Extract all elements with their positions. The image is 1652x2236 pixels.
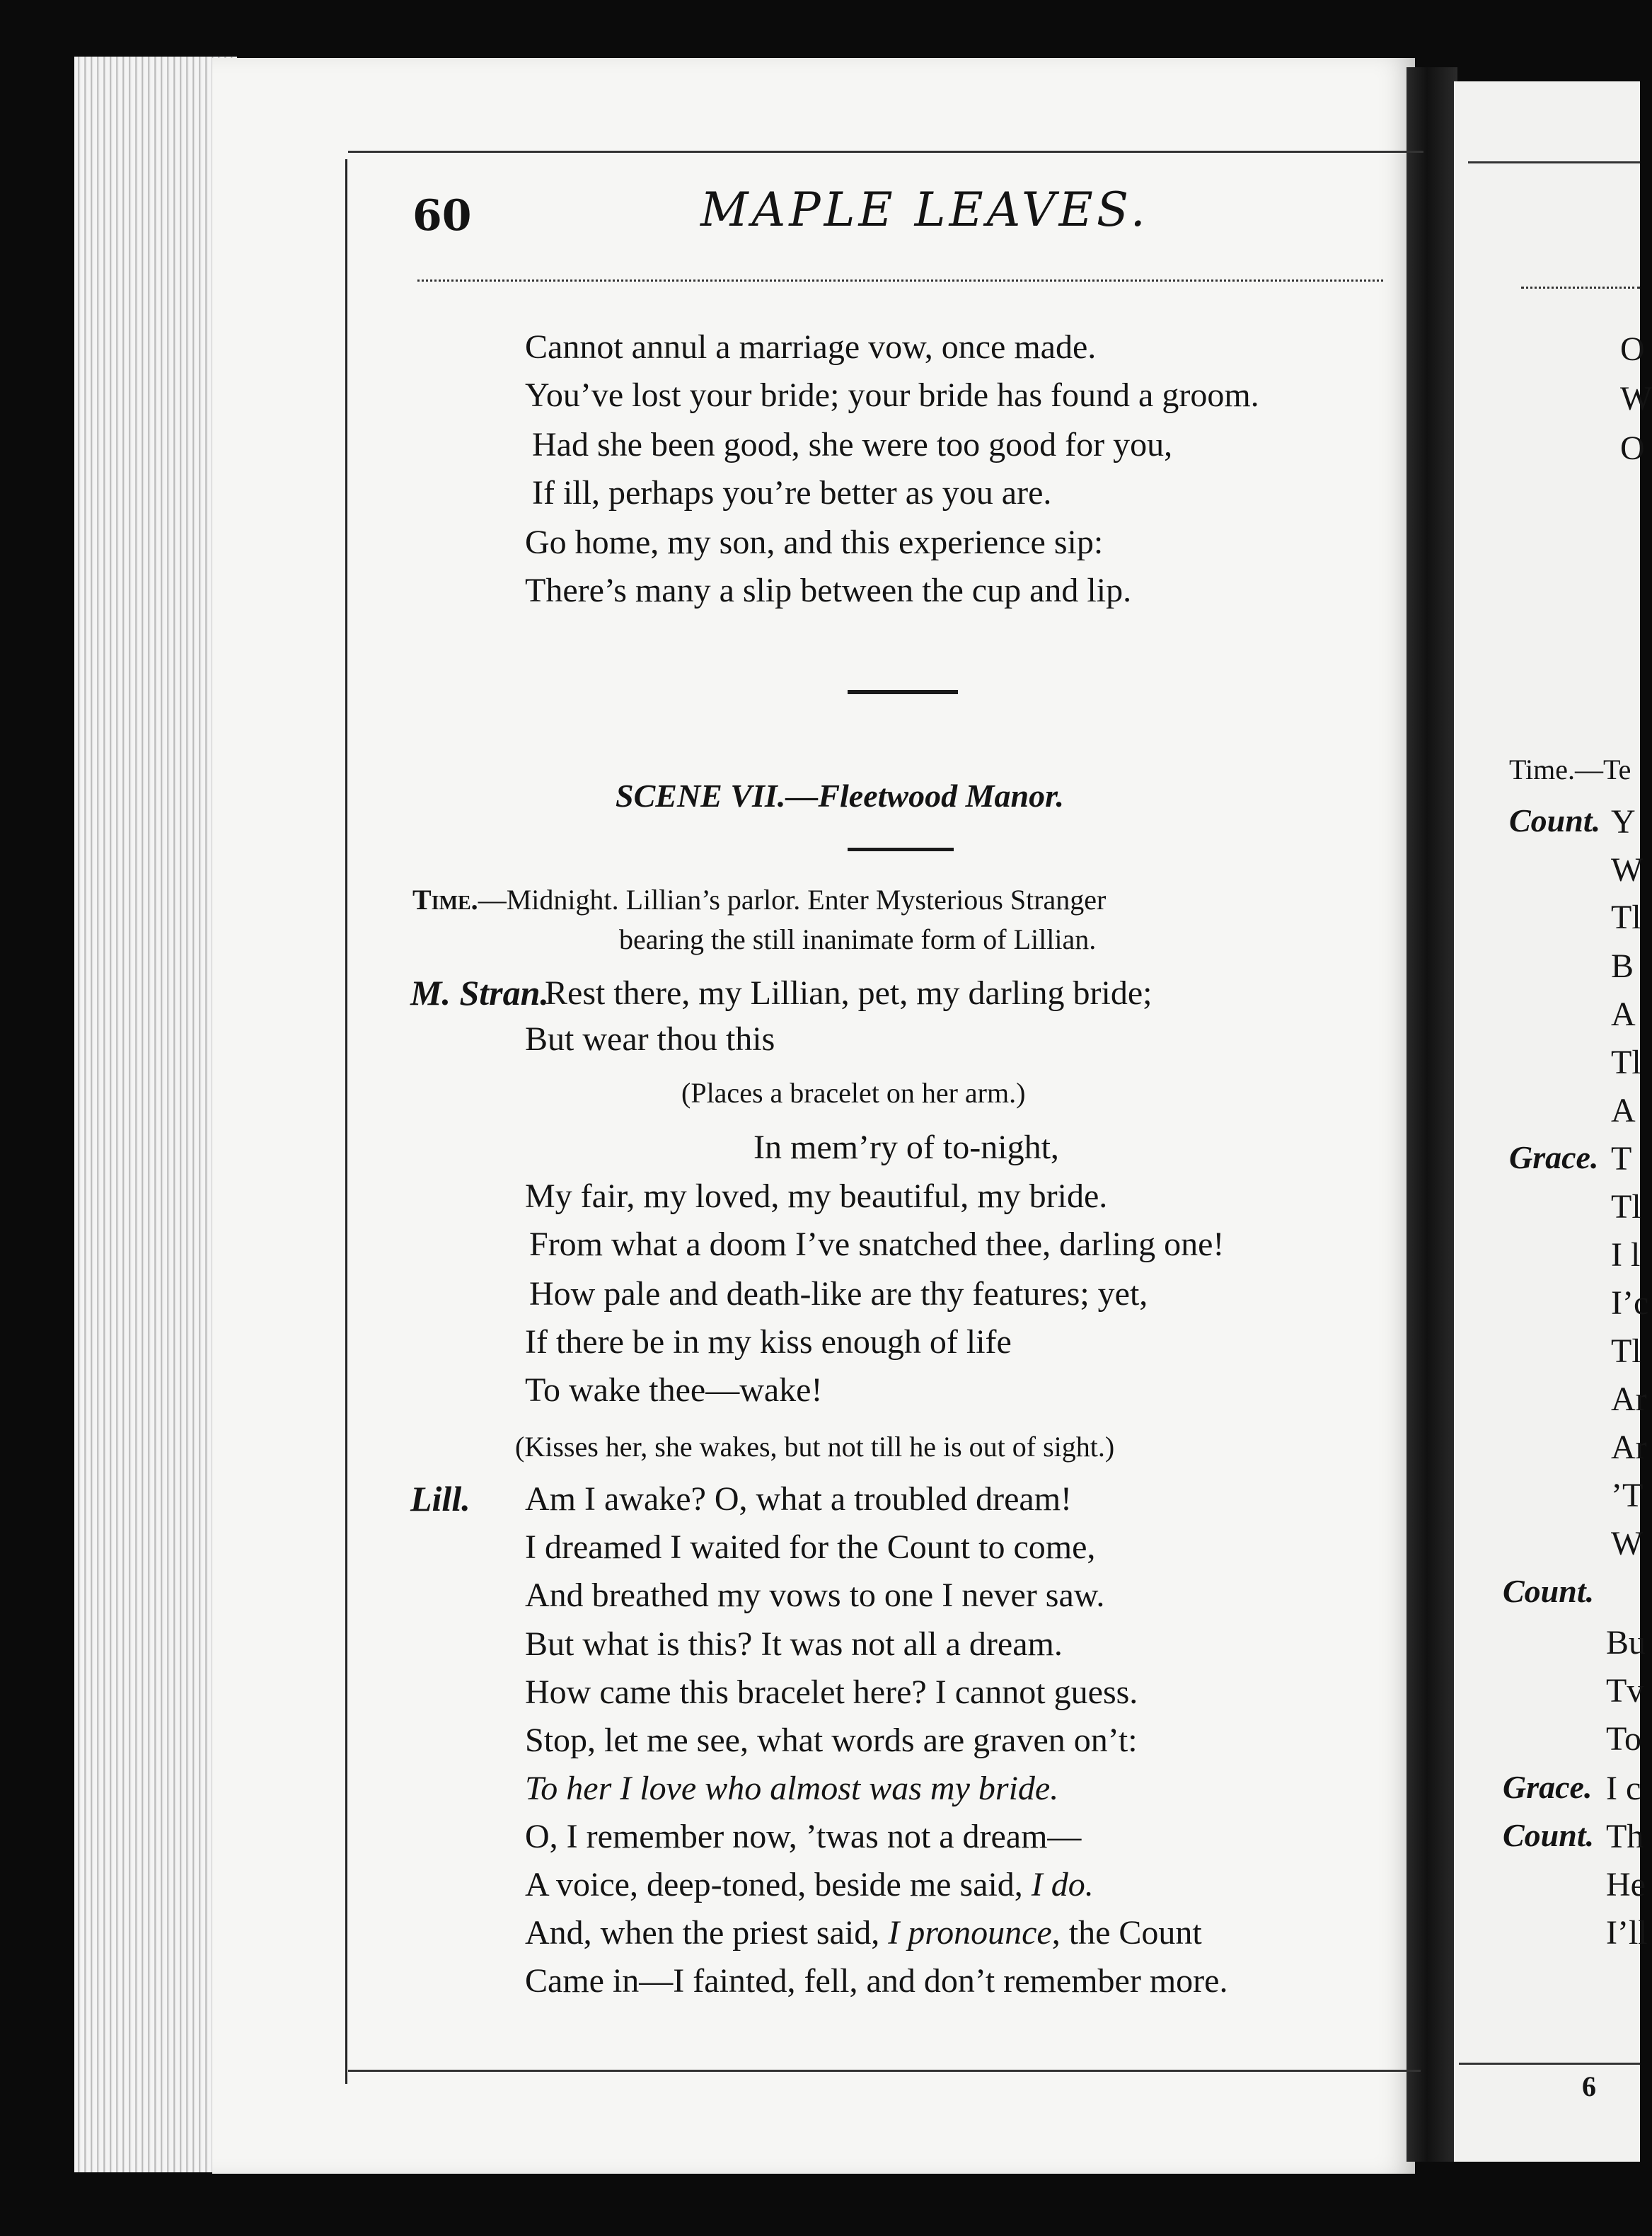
right-line-start: B: [1611, 947, 1634, 985]
speaker-stranger: M. Stran.: [410, 973, 549, 1013]
dialogue-line: O, I remember now, ’twas not a dream—: [525, 1818, 1082, 1855]
right-line-start: A: [1611, 1092, 1636, 1129]
right-line-start: O: [1620, 430, 1645, 467]
time-text: —Midnight. Lillian’s parlor. Enter Mysterious Stranger: [478, 884, 1107, 916]
verse-line: If ill, perhaps you’re better as you are.: [532, 474, 1052, 512]
right-line-start: Y: [1611, 803, 1636, 841]
dialogue-line: But what is this? It was not all a dream.: [525, 1625, 1063, 1663]
running-title: MAPLE LEAVES.: [700, 183, 1149, 237]
verse-line: Had she been good, she were too good for you,: [532, 426, 1173, 463]
engraving-line: To her I love who almost was my bride.: [525, 1770, 1059, 1807]
dialogue-line: From what a doom I’ve snatched thee, darling one!: [529, 1226, 1225, 1263]
right-line-start: Tv: [1606, 1672, 1644, 1710]
dialogue-line: If there be in my kiss enough of life: [525, 1323, 1012, 1361]
header-rule: [417, 280, 1383, 282]
scene-heading: SCENE VII.—Fleetwood Manor.: [616, 778, 1064, 814]
right-line-start: Ar: [1611, 1429, 1647, 1466]
right-line-start: I c: [1606, 1770, 1641, 1807]
right-line-start: I’c: [1611, 1284, 1649, 1322]
right-speaker-grace: Grace.: [1503, 1769, 1593, 1805]
right-line-start: W: [1611, 851, 1644, 889]
right-speaker-count: Count.: [1503, 1573, 1595, 1609]
dialogue-text: And, when the priest said,: [525, 1914, 889, 1952]
right-line-start: Ar: [1611, 1381, 1647, 1418]
right-line-start: I l: [1611, 1236, 1641, 1274]
right-time-fragment: Time.—Te: [1509, 754, 1631, 785]
verse-line: There’s many a slip between the cup and lip.: [525, 572, 1132, 609]
stage-direction: (Kisses her, she wakes, but not till he is out of sight.): [515, 1431, 1115, 1463]
frame-top-rule: [348, 151, 1423, 153]
section-divider: [848, 690, 958, 694]
left-page: [212, 58, 1415, 2174]
signature-mark: 6: [1582, 2070, 1596, 2102]
right-header-rule: [1521, 287, 1640, 289]
time-label: Time.: [412, 884, 478, 916]
right-line-start: Tl: [1611, 1332, 1641, 1370]
dialogue-line: Stop, let me see, what words are graven on’t:: [525, 1722, 1138, 1759]
dialogue-line: How came this bracelet here? I cannot guess.: [525, 1673, 1138, 1711]
right-line-start: Th: [1606, 1818, 1644, 1855]
dialogue-line: Rest there, my Lillian, pet, my darling bride;: [545, 974, 1153, 1012]
frame-bottom-rule: [348, 2070, 1421, 2072]
right-line-start: ’T: [1611, 1477, 1644, 1514]
dialogue-line: To wake thee—wake!: [525, 1371, 823, 1409]
time-direction: [412, 886, 1106, 914]
right-line-start: O: [1620, 330, 1645, 368]
dialogue-line: In mem’ry of to-night,: [753, 1129, 1059, 1166]
right-speaker-count: Count.: [1509, 802, 1601, 838]
dialogue-text: A voice, deep-toned, beside me said,: [525, 1866, 1032, 1903]
right-frame-top-rule: [1468, 161, 1640, 163]
dialogue-line: I dreamed I waited for the Count to come,: [525, 1528, 1096, 1566]
right-line-start: He: [1606, 1866, 1646, 1903]
book-gutter: [1406, 67, 1457, 2162]
verse-line: You’ve lost your bride; your bride has found a groom.: [525, 376, 1259, 414]
emphasis-text: I pronounce: [888, 1914, 1052, 1952]
right-speaker-count: Count.: [1503, 1817, 1595, 1853]
right-line-start: W: [1611, 1525, 1644, 1562]
frame-left-rule: [345, 159, 347, 2084]
verse-line: Go home, my son, and this experience sip:: [525, 524, 1104, 561]
right-line-start: To: [1606, 1720, 1641, 1758]
dialogue-line: My fair, my loved, my beautiful, my bride.: [525, 1177, 1108, 1215]
right-line-start: T: [1611, 1140, 1632, 1177]
right-line-start: Tl: [1611, 1188, 1641, 1226]
right-line-start: Tl: [1611, 899, 1641, 936]
verse-line: Cannot annul a marriage vow, once made.: [525, 328, 1097, 366]
right-line-start: Tl: [1611, 1044, 1641, 1081]
dialogue-line: But wear thou this: [525, 1020, 775, 1058]
dialogue-line: Came in—I fainted, fell, and don’t remember more.: [525, 1962, 1228, 2000]
right-line-start: I’ll: [1606, 1914, 1648, 1952]
scene-divider: [848, 848, 954, 851]
dialogue-line: [525, 1916, 1202, 1950]
dialogue-text: , the Count: [1051, 1914, 1202, 1952]
stage-direction: (Places a bracelet on her arm.): [681, 1077, 1026, 1109]
time-direction-cont: bearing the still inanimate form of Lillian.: [619, 923, 1097, 955]
right-frame-bottom-rule: [1459, 2063, 1640, 2065]
emphasis-text: I do.: [1031, 1866, 1094, 1903]
dialogue-line: And breathed my vows to one I never saw.: [525, 1577, 1105, 1614]
right-line-start: W: [1620, 380, 1652, 417]
right-speaker-grace: Grace.: [1509, 1139, 1599, 1175]
speaker-lillian: Lill.: [410, 1479, 470, 1518]
dialogue-line: How pale and death-like are thy features; yet,: [529, 1275, 1148, 1313]
right-line-start: A: [1611, 996, 1636, 1033]
right-line-start: Bu: [1606, 1624, 1646, 1661]
dialogue-line: [525, 1868, 1094, 1902]
page-number: 60: [412, 191, 472, 241]
dialogue-line: Am I awake? O, what a troubled dream!: [525, 1480, 1073, 1518]
